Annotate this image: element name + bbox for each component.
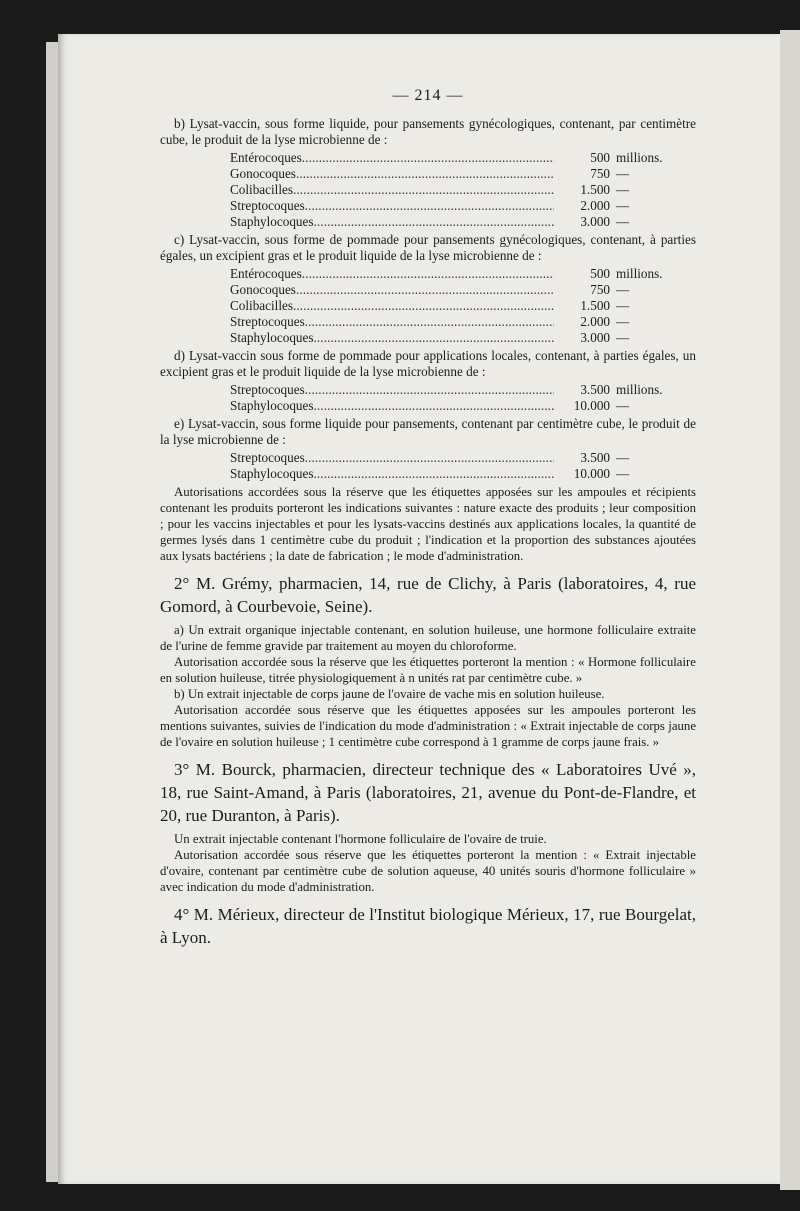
page-right-edge bbox=[780, 30, 800, 1190]
authorisation-paragraph: Autorisations accordées sous la réserve que les étiquettes apposées sur les ampoules et récipients contenant les produits porteront les indications suivantes : nature exacte des produits ; leur composition ; pour les vaccins injectables et pour les lysats-vaccins destinés aux applications locales, la quantité de germes lysés dans 1 centimètre cube du produit ; l'indication et la proportion des substances ajoutées aux lysats bactériens ; la date de fabrication ; le mode d'administration. bbox=[160, 485, 696, 563]
heading-bourck: 3° M. Bourck, pharmacien, directeur technique des « Laboratoires Uvé », 18, rue Saint-Amand, à Paris (laboratoires, 21, avenue du Pont-de-Flandre, et 20, rue Duranton, à Paris). bbox=[160, 760, 696, 825]
row-name: Entérocoques bbox=[230, 266, 302, 281]
row-value: 2.000 bbox=[580, 198, 610, 213]
row-name: Staphylocoques bbox=[230, 330, 314, 345]
row-name: Streptocoques bbox=[230, 450, 305, 465]
section-e-table bbox=[230, 450, 690, 482]
bourck-authorisation: Autorisation accordée sous réserve que les étiquettes porteront la mention : « Extrait injectable d'ovaire, contenant par centimètre cube de solution aqueuse, 40 unités souris d'hormone folliculaire » avec indication du mode d'administration. bbox=[160, 848, 696, 894]
row-value: 500 bbox=[590, 150, 610, 165]
table-row bbox=[230, 282, 690, 298]
table-row bbox=[230, 266, 690, 282]
row-unit: millions. bbox=[616, 382, 663, 397]
section-c-intro: c) Lysat-vaccin, sous forme de pommade pour pansements gynécologiques, contenant, à parties égales, un excipient gras et le produit liquide de la lyse microbienne de : bbox=[160, 232, 696, 263]
row-unit: — bbox=[616, 398, 630, 413]
row-unit: — bbox=[616, 182, 630, 197]
row-name: Gonocoques bbox=[230, 282, 296, 297]
row-unit: millions. bbox=[616, 150, 663, 165]
section-d-intro: d) Lysat-vaccin sous forme de pommade pour applications locales, contenant, à parties égales, un excipient gras et le produit liquide de la lyse microbienne de : bbox=[160, 348, 696, 379]
row-unit: — bbox=[616, 198, 630, 213]
row-value: 3.500 bbox=[580, 450, 610, 465]
table-row bbox=[230, 330, 690, 346]
row-unit: — bbox=[616, 330, 630, 345]
row-unit: — bbox=[616, 282, 630, 297]
row-value: 1.500 bbox=[580, 182, 610, 197]
table-row bbox=[230, 450, 690, 466]
row-unit: — bbox=[616, 466, 630, 481]
row-value: 10.000 bbox=[573, 398, 610, 413]
row-value: 2.000 bbox=[580, 314, 610, 329]
table-row bbox=[230, 382, 690, 398]
table-row bbox=[230, 298, 690, 314]
section-e-intro: e) Lysat-vaccin, sous forme liquide pour pansements, contenant par centimètre cube, le produit de la lyse microbienne de : bbox=[160, 416, 696, 447]
row-name: Staphylocoques bbox=[230, 398, 314, 413]
row-value: 3.500 bbox=[580, 382, 610, 397]
table-row bbox=[230, 214, 690, 230]
row-value: 750 bbox=[590, 282, 610, 297]
row-unit: — bbox=[616, 450, 630, 465]
table-row bbox=[230, 198, 690, 214]
row-value: 3.000 bbox=[580, 330, 610, 345]
row-value: 1.500 bbox=[580, 298, 610, 313]
row-name: Colibacilles bbox=[230, 182, 293, 197]
row-value: 500 bbox=[590, 266, 610, 281]
row-unit: millions. bbox=[616, 266, 663, 281]
table-row bbox=[230, 398, 690, 414]
row-name: Streptocoques bbox=[230, 198, 305, 213]
table-row bbox=[230, 150, 690, 166]
row-value: 750 bbox=[590, 166, 610, 181]
row-name: Streptocoques bbox=[230, 382, 305, 397]
row-name: Colibacilles bbox=[230, 298, 293, 313]
page-number: — 214 — bbox=[392, 87, 464, 104]
table-row bbox=[230, 182, 690, 198]
section-b-intro: b) Lysat-vaccin, sous forme liquide, pour pansements gynécologiques, contenant, par centimètre cube, le produit de la lyse microbienne de : bbox=[160, 116, 696, 147]
gremy-item-b: b) Un extrait injectable de corps jaune de l'ovaire de vache mis en solution huileuse. bbox=[174, 687, 605, 701]
gremy-authorisation-b: Autorisation accordée sous réserve que les étiquettes apposées sur les ampoules porteront les mentions suivantes, suivies de l'indication du mode d'administration : « Extrait injectable de corps jaune de l'ovaire en solution huileuse ; 1 centimètre cube correspond à 1 gramme de corps jaune frais. » bbox=[160, 703, 696, 749]
table-row bbox=[230, 166, 690, 182]
bourck-item: Un extrait injectable contenant l'hormone folliculaire de l'ovaire de truie. bbox=[174, 832, 547, 846]
section-b-table bbox=[230, 150, 690, 230]
row-value: 3.000 bbox=[580, 214, 610, 229]
heading-gremy: 2° M. Grémy, pharmacien, 14, rue de Clichy, à Paris (laboratoires, 4, rue Gomord, à Courbevoie, Seine). bbox=[160, 574, 696, 616]
row-unit: — bbox=[616, 214, 630, 229]
table-row bbox=[230, 466, 690, 482]
table-row bbox=[230, 314, 690, 330]
section-c-table bbox=[230, 266, 690, 346]
row-value: 10.000 bbox=[573, 466, 610, 481]
gremy-item-a: a) Un extrait organique injectable contenant, en solution huileuse, une hormone folliculaire extraite de l'urine de femme gravide par traitement au moyen du chloroforme. bbox=[160, 623, 696, 653]
section-d-table bbox=[230, 382, 690, 414]
row-name: Entérocoques bbox=[230, 150, 302, 165]
heading-merieux: 4° M. Mérieux, directeur de l'Institut biologique Mérieux, 17, rue Bourgelat, à Lyon. bbox=[160, 905, 696, 947]
row-unit: — bbox=[616, 298, 630, 313]
row-name: Streptocoques bbox=[230, 314, 305, 329]
row-name: Gonocoques bbox=[230, 166, 296, 181]
page-content bbox=[160, 88, 696, 953]
gremy-authorisation-a: Autorisation accordée sous la réserve que les étiquettes porteront la mention : « Hormone folliculaire en solution huileuse, titrée physiologiquement à n unités rat par centimètre cube. » bbox=[160, 655, 696, 685]
row-unit: — bbox=[616, 314, 630, 329]
row-name: Staphylocoques bbox=[230, 466, 314, 481]
row-unit: — bbox=[616, 166, 630, 181]
row-name: Staphylocoques bbox=[230, 214, 314, 229]
